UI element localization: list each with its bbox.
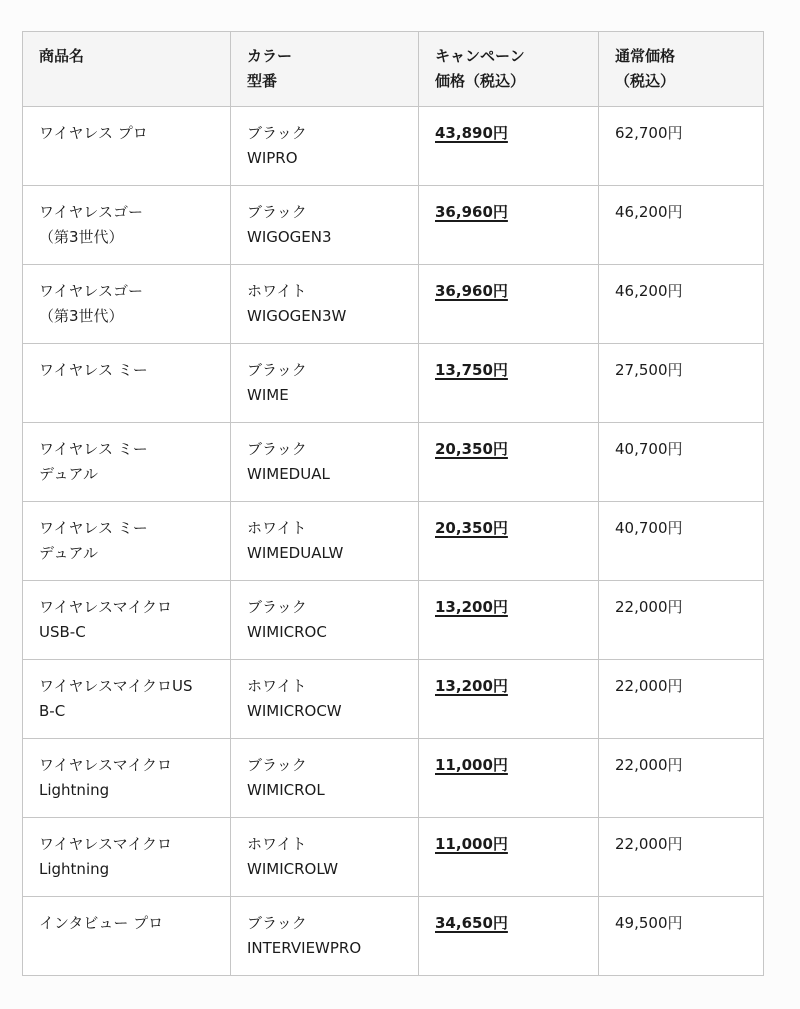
regular-price-value: 22,000円	[615, 835, 683, 853]
campaign-price-cell	[419, 660, 599, 739]
campaign-price-cell	[419, 107, 599, 186]
color-value: ホワイト	[247, 835, 307, 853]
campaign-price-value: 11,000円	[435, 835, 508, 853]
table-row	[23, 344, 764, 423]
color-value: ブラック	[247, 124, 307, 142]
header-line: カラー	[247, 47, 293, 65]
regular-price-cell	[599, 265, 764, 344]
regular-price-cell	[599, 660, 764, 739]
product-name-cell	[23, 186, 231, 265]
product-name-line: （第3世代）	[39, 307, 124, 325]
table-row	[23, 739, 764, 818]
product-name-cell	[23, 423, 231, 502]
product-name-cell	[23, 818, 231, 897]
model-number-value: INTERVIEWPRO	[247, 939, 362, 957]
regular-price-cell	[599, 897, 764, 976]
color-model-cell	[231, 107, 419, 186]
table-row	[23, 581, 764, 660]
model-number-value: WIMICROLW	[247, 860, 339, 878]
product-name-line: （第3世代）	[39, 228, 124, 246]
header-line: 通常価格	[615, 47, 676, 65]
product-name-line: B-C	[39, 702, 66, 720]
price-table	[22, 31, 764, 976]
color-value: ホワイト	[247, 519, 307, 537]
model-number-value: WIPRO	[247, 149, 298, 167]
campaign-price-value: 13,750円	[435, 361, 508, 379]
campaign-price-value: 34,650円	[435, 914, 508, 932]
campaign-price-value: 13,200円	[435, 598, 508, 616]
campaign-price-cell	[419, 423, 599, 502]
color-value: ブラック	[247, 598, 307, 616]
regular-price-value: 40,700円	[615, 440, 683, 458]
table-row	[23, 265, 764, 344]
header-regular-price	[599, 32, 764, 107]
campaign-price-value: 43,890円	[435, 124, 508, 142]
regular-price-value: 46,200円	[615, 203, 683, 221]
table-row	[23, 186, 764, 265]
product-name-line: ワイヤレス ミー	[39, 440, 148, 458]
product-name-line: Lightning	[39, 860, 110, 878]
product-name-line: ワイヤレスマイクロUS	[39, 677, 193, 695]
regular-price-cell	[599, 581, 764, 660]
header-line: （税込）	[615, 72, 676, 90]
campaign-price-cell	[419, 581, 599, 660]
product-name-cell	[23, 265, 231, 344]
color-value: ブラック	[247, 756, 307, 774]
campaign-price-value: 36,960円	[435, 203, 508, 221]
model-number-value: WIGOGEN3	[247, 228, 332, 246]
header-line: 商品名	[39, 47, 85, 65]
table-header	[23, 32, 764, 107]
product-name-cell	[23, 344, 231, 423]
header-campaign-price	[419, 32, 599, 107]
regular-price-value: 49,500円	[615, 914, 683, 932]
regular-price-value: 22,000円	[615, 598, 683, 616]
model-number-value: WIMEDUAL	[247, 465, 330, 483]
pricing-table-container	[22, 31, 764, 976]
campaign-price-value: 11,000円	[435, 756, 508, 774]
model-number-value: WIMEDUALW	[247, 544, 344, 562]
color-model-cell	[231, 423, 419, 502]
campaign-price-cell	[419, 739, 599, 818]
product-name-line: USB-C	[39, 623, 86, 641]
color-value: ホワイト	[247, 677, 307, 695]
color-model-cell	[231, 502, 419, 581]
product-name-line: ワイヤレス プロ	[39, 124, 148, 142]
product-name-line: ワイヤレスマイクロ	[39, 598, 173, 616]
product-name-line: デュアル	[39, 465, 98, 483]
regular-price-cell	[599, 502, 764, 581]
campaign-price-cell	[419, 186, 599, 265]
model-number-value: WIME	[247, 386, 289, 404]
product-name-cell	[23, 581, 231, 660]
product-name-line: ワイヤレス ミー	[39, 361, 148, 379]
product-name-cell	[23, 502, 231, 581]
header-line: キャンペーン	[435, 47, 525, 65]
color-value: ブラック	[247, 914, 307, 932]
table-body	[23, 107, 764, 976]
campaign-price-value: 36,960円	[435, 282, 508, 300]
color-model-cell	[231, 818, 419, 897]
regular-price-value: 22,000円	[615, 756, 683, 774]
product-name-line: Lightning	[39, 781, 110, 799]
campaign-price-cell	[419, 818, 599, 897]
regular-price-cell	[599, 186, 764, 265]
campaign-price-cell	[419, 897, 599, 976]
color-value: ブラック	[247, 361, 307, 379]
regular-price-value: 27,500円	[615, 361, 683, 379]
product-name-line: デュアル	[39, 544, 98, 562]
regular-price-cell	[599, 344, 764, 423]
campaign-price-cell	[419, 265, 599, 344]
product-name-cell	[23, 660, 231, 739]
model-number-value: WIMICROCW	[247, 702, 342, 720]
color-model-cell	[231, 186, 419, 265]
color-model-cell	[231, 344, 419, 423]
regular-price-cell	[599, 739, 764, 818]
model-number-value: WIMICROC	[247, 623, 327, 641]
campaign-price-value: 20,350円	[435, 519, 508, 537]
header-row	[23, 32, 764, 107]
product-name-line: ワイヤレスゴー	[39, 282, 143, 300]
color-model-cell	[231, 739, 419, 818]
color-value: ホワイト	[247, 282, 307, 300]
header-product-name	[23, 32, 231, 107]
color-model-cell	[231, 660, 419, 739]
color-value: ブラック	[247, 203, 307, 221]
color-model-cell	[231, 581, 419, 660]
product-name-cell	[23, 897, 231, 976]
product-name-line: ワイヤレスマイクロ	[39, 756, 173, 774]
table-row	[23, 818, 764, 897]
table-row	[23, 423, 764, 502]
table-row	[23, 107, 764, 186]
regular-price-cell	[599, 818, 764, 897]
color-model-cell	[231, 897, 419, 976]
product-name-cell	[23, 739, 231, 818]
product-name-cell	[23, 107, 231, 186]
table-row	[23, 660, 764, 739]
header-line: 価格（税込）	[435, 72, 526, 90]
model-number-value: WIMICROL	[247, 781, 325, 799]
product-name-line: ワイヤレスマイクロ	[39, 835, 173, 853]
color-value: ブラック	[247, 440, 307, 458]
color-model-cell	[231, 265, 419, 344]
regular-price-value: 62,700円	[615, 124, 683, 142]
table-row	[23, 897, 764, 976]
header-color-model	[231, 32, 419, 107]
header-line: 型番	[247, 72, 278, 90]
product-name-line: ワイヤレス ミー	[39, 519, 148, 537]
product-name-line: インタビュー プロ	[39, 914, 164, 932]
product-name-line: ワイヤレスゴー	[39, 203, 143, 221]
campaign-price-cell	[419, 502, 599, 581]
model-number-value: WIGOGEN3W	[247, 307, 347, 325]
regular-price-value: 22,000円	[615, 677, 683, 695]
regular-price-cell	[599, 107, 764, 186]
table-row	[23, 502, 764, 581]
regular-price-value: 46,200円	[615, 282, 683, 300]
campaign-price-value: 20,350円	[435, 440, 508, 458]
campaign-price-value: 13,200円	[435, 677, 508, 695]
regular-price-cell	[599, 423, 764, 502]
campaign-price-cell	[419, 344, 599, 423]
regular-price-value: 40,700円	[615, 519, 683, 537]
